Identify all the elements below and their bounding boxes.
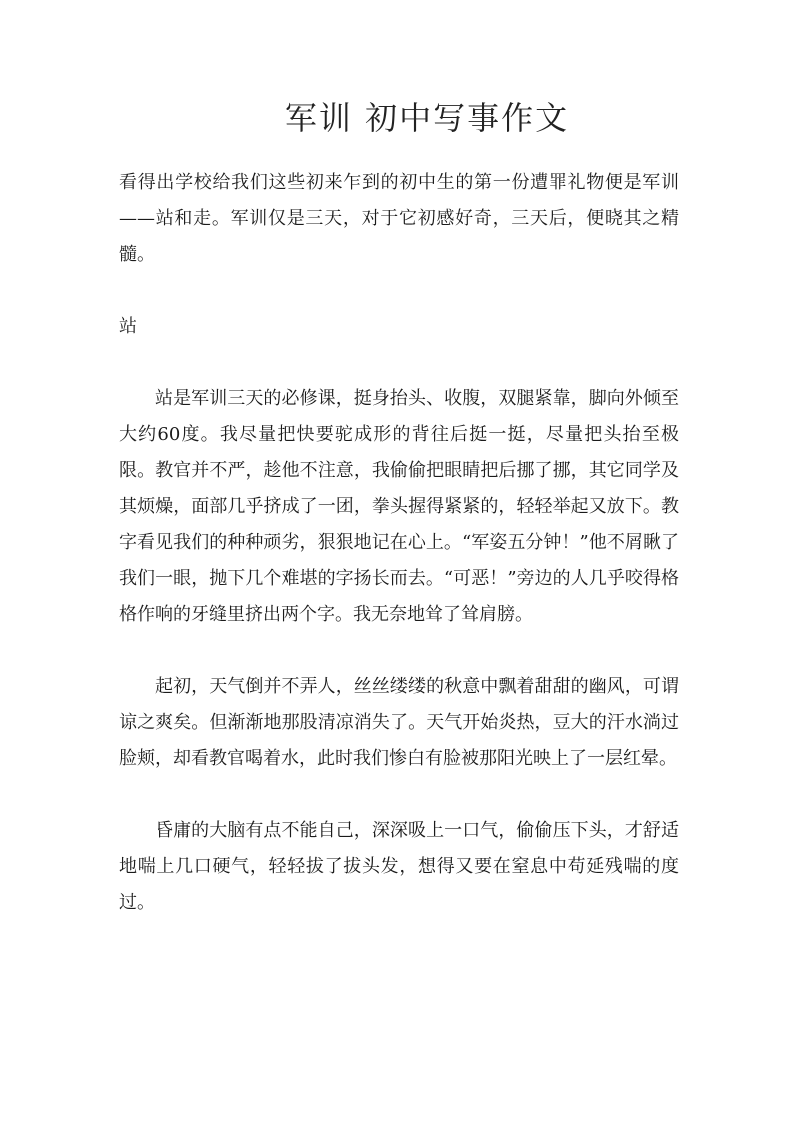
paragraph-intro: 看得出学校给我们这些初来乍到的初中生的第一份遭罪礼物便是军训——站和走。军训仅是三天，对于它初感好奇，三天后，便晓其之精髓。 [119, 172, 679, 265]
document-body [119, 165, 679, 957]
paragraph-stand: 站是军训三天的必修课，挺身抬头、收腹，双腿紧靠，脚向外倾至大约60度。我尽量把快要驼成形的背往后挺一挺，尽量把头抬至极限。教官并不严，趁他不注意，我偷偷把眼睛把后挪了挪，其它同学及其烦燥，面部几乎挤成了一团，拳头握得紧紧的，轻轻举起又放下。教字看见我们的种种顽劣，狠狠地记在心上。“军姿五分钟！”他不屑瞅了我们一眼，抛下几个难堪的字扬长而去。“可恶！”旁边的人几乎咬得格格作响的牙缝里挤出两个字。我无奈地耸了耸肩膀。 [119, 388, 679, 625]
paragraph-breath: 昏庸的大脑有点不能自己，深深吸上一口气，偷偷压下头，才舒适地喘上几口硬气，轻轻拔了拔头发，想得又要在窒息中苟延残喘的度过。 [119, 820, 679, 913]
paragraph-weather: 起初，天气倒并不弄人，丝丝缕缕的秋意中飘着甜甜的幽风，可谓谅之爽矣。但渐渐地那股清凉消失了。天气开始炎热，豆大的汗水淌过脸颊，却看教官喝着水，此时我们惨白有脸被那阳光映上了一层红晕。 [119, 676, 679, 769]
document-title: 军训 初中写事作文 [284, 99, 570, 137]
section-heading-stand: 站 [119, 316, 137, 337]
